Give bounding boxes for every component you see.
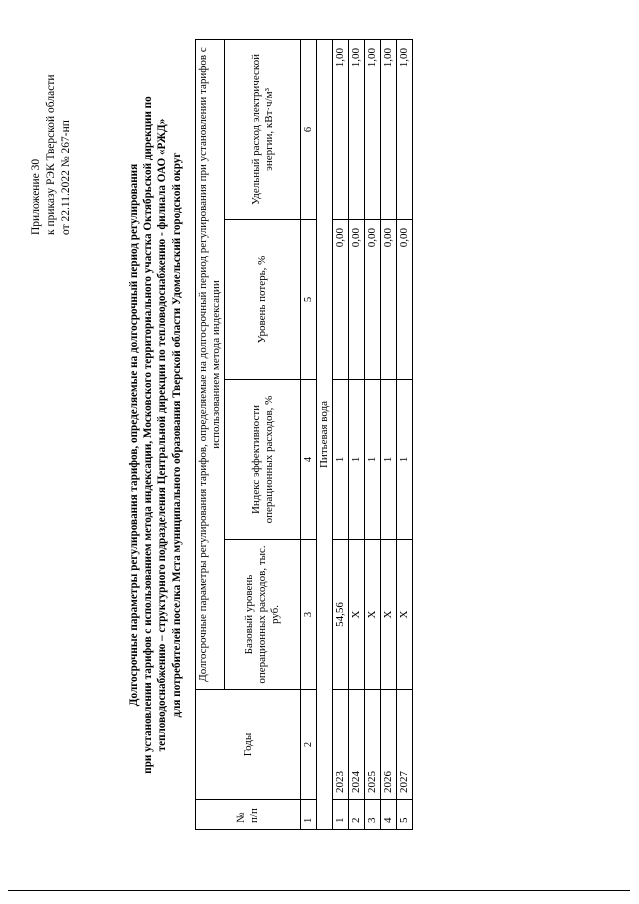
document-title (127, 25, 184, 845)
title-line-3: тепловодоснабжению – структурного подразделения Центральной дирекции по тепловодоснабжению - филиала ОАО «РЖД» (156, 118, 169, 752)
header-group: Долгосрочные параметры регулирования тарифов, определяемые на долгосрочный период регулирования при установлении тарифов с использованием метода индексации (196, 39, 225, 689)
col-number: 2 (301, 690, 317, 800)
cell-year: 2024 (349, 690, 365, 800)
cell-year: 2027 (397, 690, 413, 800)
title-line-4: для потребителей поселка Мста муниципального образования Тверской области Удомельский городской округ (170, 152, 183, 718)
cell-base: 54,56 (333, 540, 349, 690)
cell-energy: 1,00 (381, 39, 397, 219)
column-numbers-row (301, 39, 317, 829)
cell-index: 1 (333, 380, 349, 540)
cell-losses: 0,00 (365, 220, 381, 380)
table-row (333, 39, 349, 829)
appendix-note (29, 10, 74, 235)
title-line-1: Долгосрочные параметры регулирования тарифов, определяемые на долгосрочный период регулирования (128, 163, 140, 707)
table-row (381, 39, 397, 829)
page-bottom-rule (8, 890, 630, 891)
cell-energy: 1,00 (349, 39, 365, 219)
header-energy: Удельный расход электрической энергии, кВт·ч/м³ (225, 39, 301, 219)
cell-index: 1 (397, 380, 413, 540)
table-row (365, 39, 381, 829)
col-number: 5 (301, 220, 317, 380)
header-years: Годы (196, 690, 301, 800)
header-no: № п/п (196, 800, 301, 830)
cell-no: 3 (365, 800, 381, 830)
cell-index: 1 (381, 380, 397, 540)
cell-losses: 0,00 (381, 220, 397, 380)
cell-no: 1 (333, 800, 349, 830)
cell-year: 2023 (333, 690, 349, 800)
cell-index: 1 (349, 380, 365, 540)
cell-losses: 0,00 (333, 220, 349, 380)
header-base-level: Базовый уровень операционных расходов, тыс. руб. (225, 540, 301, 690)
appendix-line-2: к приказу РЭК Тверской области (45, 74, 57, 235)
parameters-table (195, 39, 413, 830)
table-row (349, 39, 365, 829)
col-number: 4 (301, 380, 317, 540)
cell-energy: 1,00 (397, 39, 413, 219)
cell-no: 5 (397, 800, 413, 830)
col-number: 1 (301, 800, 317, 830)
title-line-2: при установлении тарифов с использованием метода индексации, Московского территориального участка Октябрьской дирекции по (142, 96, 155, 774)
section-label: Питьевая вода (317, 39, 333, 829)
header-efficiency-index: Индекс эффективности операционных расходов, % (225, 380, 301, 540)
cell-base: X (381, 540, 397, 690)
cell-losses: 0,00 (349, 220, 365, 380)
cell-energy: 1,00 (333, 39, 349, 219)
appendix-line-1: Приложение 30 (30, 158, 42, 235)
cell-base: X (397, 540, 413, 690)
cell-base: X (365, 540, 381, 690)
table-row (397, 39, 413, 829)
header-losses: Уровень потерь, % (225, 220, 301, 380)
appendix-line-3: от 22.11.2022 № 267-нп (60, 120, 72, 235)
cell-year: 2026 (381, 690, 397, 800)
rotated-page (5, 5, 605, 865)
cell-index: 1 (365, 380, 381, 540)
cell-no: 4 (381, 800, 397, 830)
section-row (317, 39, 333, 829)
cell-losses: 0,00 (397, 220, 413, 380)
col-number: 6 (301, 39, 317, 219)
cell-energy: 1,00 (365, 39, 381, 219)
col-number: 3 (301, 540, 317, 690)
cell-base: X (349, 540, 365, 690)
cell-year: 2025 (365, 690, 381, 800)
cell-no: 2 (349, 800, 365, 830)
